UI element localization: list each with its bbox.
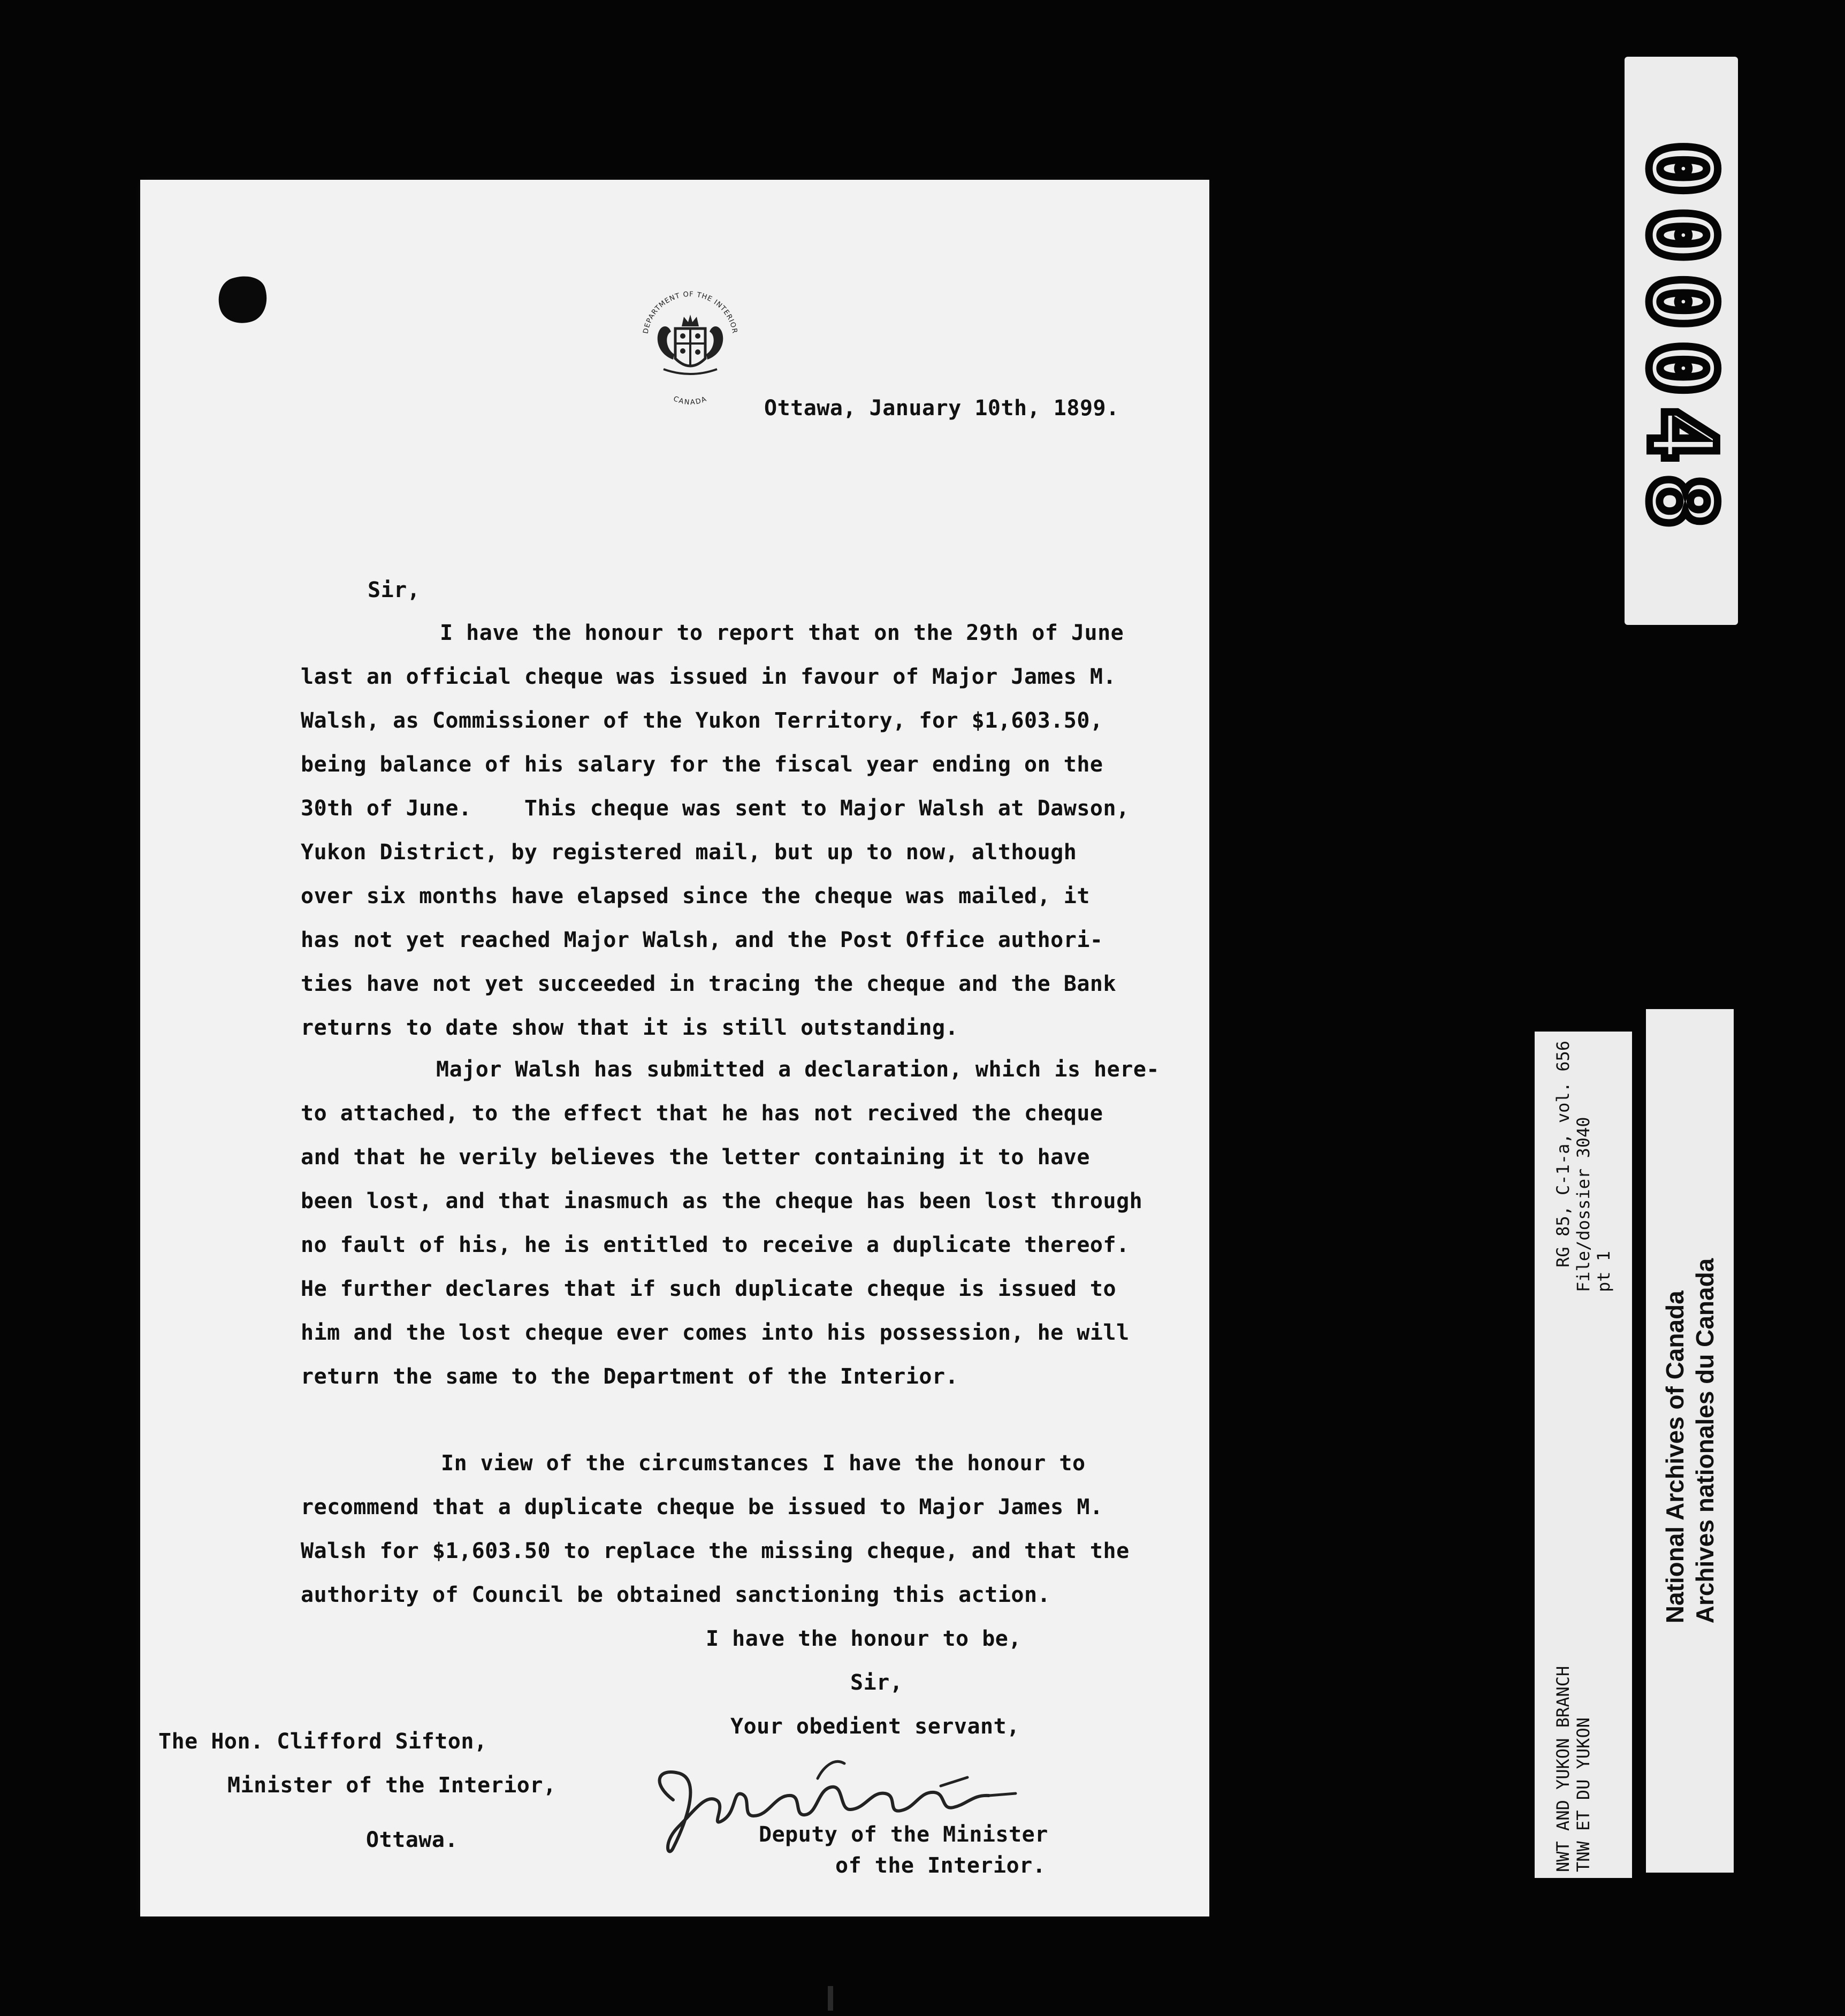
body-line: been lost, and that inasmuch as the cheque has been lost through [301, 1189, 1143, 1213]
body-line: In view of the circumstances I have the honour to [441, 1451, 1086, 1476]
body-line: He further declares that if such duplicate cheque is issued to [301, 1277, 1117, 1301]
closing-line: I have the honour to be, [706, 1626, 1021, 1651]
letter-dateline: Ottawa, January 10th, 1899. [764, 396, 1119, 421]
body-line: Walsh for $1,603.50 to replace the missing cheque, and that the [301, 1539, 1130, 1563]
body-line: and that he verily believes the letter containing it to have [301, 1145, 1090, 1170]
body-line: 30th of June. This cheque was sent to Major Walsh at Dawson, [301, 796, 1130, 821]
addressee-line: Ottawa. [366, 1828, 459, 1852]
frame-number: 000048 [1628, 141, 1734, 541]
body-line: I have the honour to report that on the 29th of June [440, 621, 1124, 645]
salutation: Sir, [368, 578, 421, 602]
body-line: Walsh, as Commissioner of the Yukon Territory, for $1,603.50, [301, 708, 1103, 733]
body-line: no fault of his, he is entitled to receive a duplicate thereof. [301, 1233, 1130, 1257]
addressee-line: The Hon. Clifford Sifton, [158, 1729, 487, 1754]
archive-reference-card [1535, 1032, 1632, 1878]
institution-card [1646, 1009, 1734, 1873]
body-line: Major Walsh has submitted a declaration, which is here- [436, 1057, 1160, 1082]
closing-line: Your obedient servant, [730, 1714, 1020, 1739]
body-line: return the same to the Department of the Interior. [301, 1364, 959, 1389]
signatory-title: Deputy of the Minister [759, 1822, 1048, 1847]
record-group-ref: RG 85, C-1-a, vol. 656 [1553, 1041, 1573, 1267]
frame-number-strip [1625, 57, 1738, 625]
film-mark [828, 1986, 833, 2011]
branch-name-fr: TNW ET DU YUKON [1573, 1717, 1594, 1872]
seal-bottom-text: CANADA [672, 395, 709, 407]
body-line: to attached, to the effect that he has not recived the cheque [301, 1101, 1103, 1126]
body-line: authority of Council be obtained sanctioning this action. [301, 1583, 1051, 1607]
body-line: being balance of his salary for the fiscal year ending on the [301, 752, 1103, 777]
branch-name: NWT AND YUKON BRANCH [1553, 1666, 1573, 1872]
department-seal-icon [626, 279, 754, 410]
body-line: last an official cheque was issued in favour of Major James M. [301, 665, 1117, 689]
part-ref: pt 1 [1594, 1250, 1614, 1292]
institution-name-en: National Archives of Canada [1661, 1290, 1689, 1624]
signatory-title: of the Interior. [835, 1853, 1046, 1878]
file-dossier-ref: File/dossier 3040 [1573, 1117, 1594, 1292]
body-line: ties have not yet succeeded in tracing the cheque and the Bank [301, 972, 1117, 996]
body-line: has not yet reached Major Walsh, and the Post Office authori- [301, 928, 1103, 952]
body-line: Yukon District, by registered mail, but up to now, although [301, 840, 1077, 865]
ink-blot [212, 270, 274, 330]
closing-line: Sir, [850, 1670, 903, 1695]
handwritten-signature [641, 1736, 1026, 1869]
body-line: returns to date show that it is still outstanding. [301, 1015, 959, 1040]
body-line: over six months have elapsed since the cheque was mailed, it [301, 884, 1090, 908]
seal-top-text: DEPARTMENT OF THE INTERIOR [642, 290, 739, 334]
letter-sheet [140, 180, 1209, 1916]
addressee-line: Minister of the Interior, [227, 1773, 556, 1798]
body-line: him and the lost cheque ever comes into his possession, he will [301, 1320, 1130, 1345]
institution-name-fr: Archives nationales du Canada [1691, 1258, 1719, 1624]
body-line: recommend that a duplicate cheque be issued to Major James M. [301, 1495, 1103, 1519]
svg-text:CANADA [672, 395, 708, 407]
